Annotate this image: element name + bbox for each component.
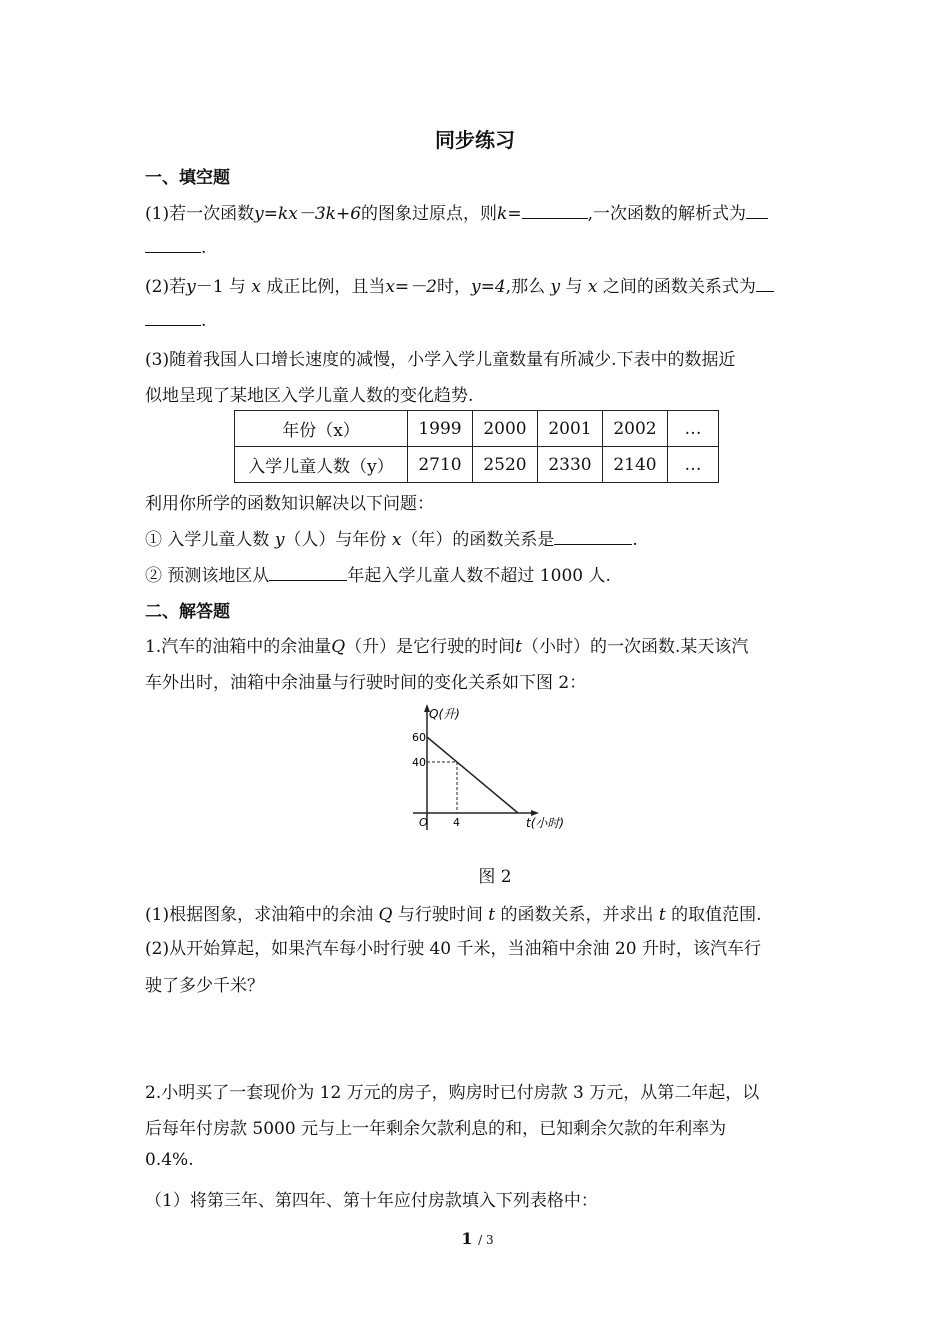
- table-cell: …: [668, 447, 719, 483]
- problem-1-line-1: 1.汽车的油箱中的余油量Q（升）是它行驶的时间t（小时）的一次函数.某天该汽: [145, 637, 749, 657]
- table-header-count: 入学儿童人数（y）: [235, 447, 408, 483]
- answer-blank[interactable]: [522, 202, 588, 219]
- question-3-line-2: 似地呈现了某地区入学儿童人数的变化趋势.: [145, 386, 474, 406]
- question-1-line-2: .: [145, 236, 206, 258]
- problem-1-sub-1: (1)根据图象，求油箱中的余油 Q 与行驶时间 t 的函数关系，并求出 t 的取值范围.: [145, 905, 762, 925]
- question-2-line-2: .: [145, 309, 206, 331]
- table-cell: 2520: [473, 447, 538, 483]
- enrollment-table: [234, 410, 719, 483]
- y-axis-label: Q(升): [429, 707, 460, 721]
- answer-blank[interactable]: [145, 236, 201, 253]
- section-answer-heading: 二、解答题: [145, 602, 230, 622]
- problem-2-line-4: （1）将第三年、第四年、第十年应付房款填入下列表格中：: [145, 1191, 598, 1211]
- question-3-line-1: (3)随着我国人口增长速度的减慢，小学入学儿童数量有所减少.下表中的数据近: [145, 350, 736, 370]
- fuel-graph: [405, 700, 585, 840]
- question-2-line-1: (2)若y－1 与 x 成正比例，且当x=－2时，y=4,那么 y 与 x 之间的函数关系式为: [145, 272, 774, 297]
- table-cell: …: [668, 411, 719, 447]
- problem-2-line-2: 后每年付房款 5000 元与上一年剩余欠款利息的和，已知剩余欠款的年利率为: [145, 1119, 727, 1139]
- answer-blank[interactable]: [145, 309, 201, 326]
- answer-blank[interactable]: [746, 202, 768, 219]
- question-1-line-1: (1)若一次函数y=kx－3k+6的图象过原点，则k= ,一次函数的解析式为: [145, 199, 768, 224]
- table-row: [235, 411, 719, 447]
- x-tick-4: 4: [453, 816, 460, 829]
- table-cell: 1999: [408, 411, 473, 447]
- fuel-line: [427, 737, 518, 813]
- table-row: [235, 447, 719, 483]
- problem-2-line-3: 0.4%.: [145, 1150, 194, 1170]
- question-3-intro: 利用你所学的函数知识解决以下问题：: [145, 494, 434, 514]
- y-tick-60: 60: [412, 731, 426, 744]
- table-header-year: 年份（x）: [235, 411, 408, 447]
- table-cell: 2330: [538, 447, 603, 483]
- table-cell: 2002: [603, 411, 668, 447]
- table-cell: 2001: [538, 411, 603, 447]
- answer-blank[interactable]: [756, 275, 774, 292]
- y-tick-40: 40: [412, 756, 426, 769]
- answer-blank[interactable]: [269, 564, 347, 581]
- problem-2-line-1: 2.小明买了一套现价为 12 万元的房子，购房时已付房款 3 万元，从第二年起，以: [145, 1083, 760, 1103]
- figure-caption: 图 2: [478, 867, 512, 887]
- question-3-item-1: ① 入学儿童人数 y（人）与年份 x（年）的函数关系是 .: [145, 530, 638, 550]
- problem-1-sub-2-line-1: (2)从开始算起，如果汽车每小时行驶 40 千米，当油箱中余油 20 升时，该汽车行: [145, 939, 761, 959]
- page-number: 1 / 3: [461, 1229, 494, 1248]
- question-3-item-2: ② 预测该地区从 年起入学儿童人数不超过 1000 人.: [145, 566, 611, 586]
- section-fill-in-heading: 一、填空题: [145, 168, 230, 188]
- table-cell: 2140: [603, 447, 668, 483]
- table-cell: 2000: [473, 411, 538, 447]
- x-axis-label: t(小时): [526, 816, 565, 830]
- problem-1-sub-2-line-2: 驶了多少千米？: [145, 976, 264, 996]
- page-title: 同步练习: [435, 128, 515, 152]
- table-cell: 2710: [408, 447, 473, 483]
- answer-blank[interactable]: [554, 528, 632, 545]
- problem-1-line-2: 车外出时，油箱中余油量与行驶时间的变化关系如下图 2：: [145, 673, 587, 693]
- origin-label: O: [419, 816, 428, 829]
